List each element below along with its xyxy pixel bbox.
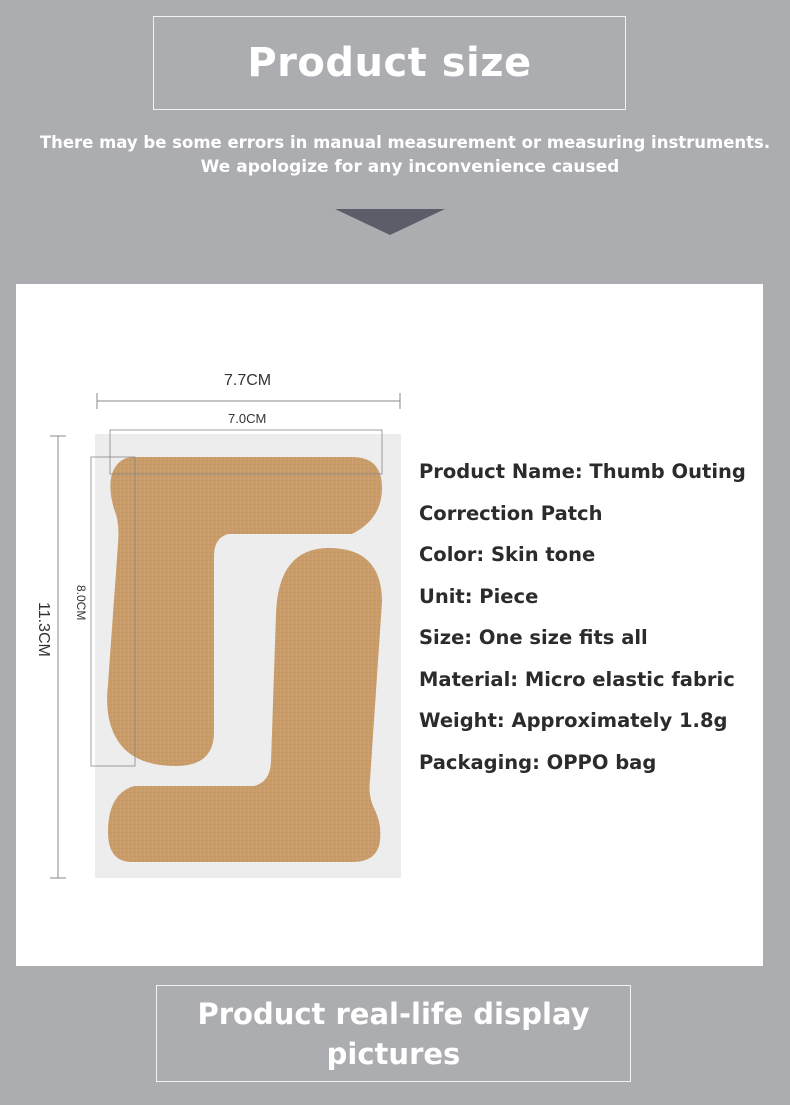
- width-inner-label: 7.0CM: [228, 411, 267, 426]
- display-section-title: Product real-life display pictures: [197, 996, 590, 1071]
- notice-line-1: There may be some errors in manual measurement or measuring instruments.: [39, 133, 771, 152]
- down-arrow-icon: [335, 209, 445, 235]
- spec-item: Weight: Approximately 1.8g: [419, 709, 728, 732]
- spec-item: Material: Micro elastic fabric: [419, 667, 735, 691]
- spec-item: Product Name: Thumb Outing: [419, 460, 746, 483]
- spec-item: Color: Skin tone: [419, 543, 596, 566]
- notice-line-2: We apologize for any inconvenience caused: [200, 157, 620, 177]
- section-title-box: [153, 16, 626, 110]
- spec-item: Unit: Piece: [419, 584, 539, 608]
- section-title: Product size: [247, 40, 532, 86]
- spec-item: Size: One size fits all: [419, 626, 648, 649]
- spec-item: Packaging: OPPO bag: [419, 750, 657, 774]
- height-outer-label: 11.3CM: [35, 602, 52, 657]
- display-section-title-box: [156, 985, 631, 1082]
- product-panel: [16, 284, 763, 966]
- height-inner-label: 8.0CM: [74, 585, 88, 621]
- spec-list: [419, 451, 759, 783]
- spec-item: Correction Patch: [419, 501, 603, 525]
- width-outer-label: 7.7CM: [224, 372, 272, 389]
